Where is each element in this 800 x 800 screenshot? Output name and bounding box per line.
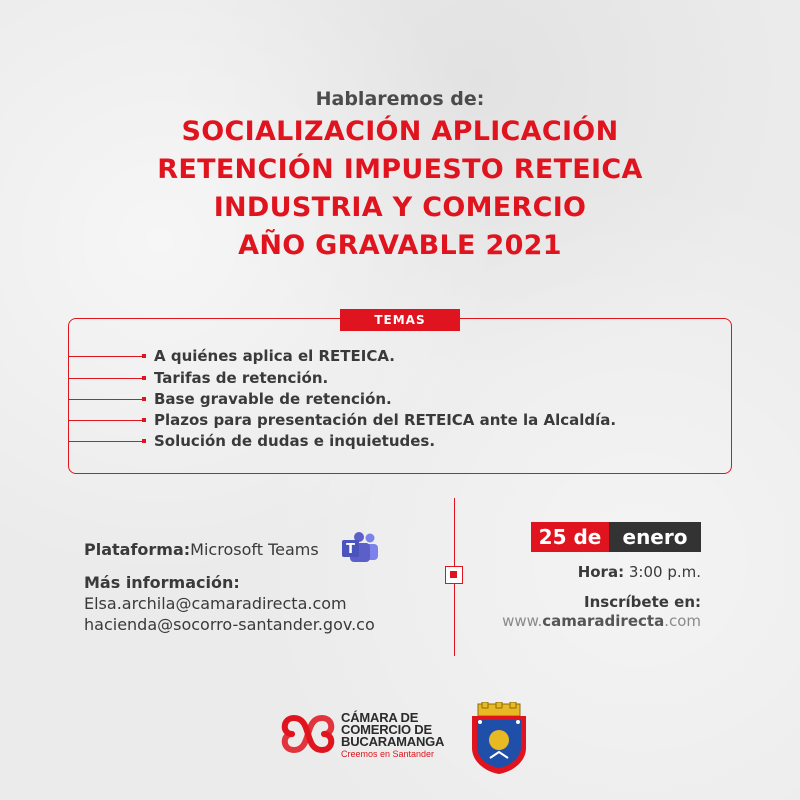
time-value: 3:00 p.m. — [628, 563, 701, 581]
svg-text:T: T — [346, 542, 355, 557]
date-month-badge: enero — [609, 522, 701, 552]
title-line-1: SOCIALIZACIÓN APLICACIÓN — [181, 116, 619, 147]
bullet-icon — [142, 397, 146, 401]
more-info-label: Más información: — [84, 573, 240, 592]
divider-square-icon — [445, 566, 463, 584]
camara-comercio-logo: CÁMARA DE COMERCIO DE BUCARAMANGA Creemos en Santander — [341, 710, 445, 759]
bullet-icon — [142, 376, 146, 380]
title-line-4: AÑO GRAVABLE 2021 — [238, 230, 562, 261]
municipal-shield-icon — [468, 702, 530, 776]
platform-row — [84, 540, 319, 559]
email-link-1[interactable]: Elsa.archila@camaradirecta.com — [84, 594, 347, 613]
topic-item: A quiénes aplica el RETEICA. — [154, 347, 395, 365]
topic-item: Tarifas de retención. — [154, 369, 329, 387]
email-link-2[interactable]: hacienda@socorro-santander.gov.co — [84, 615, 375, 634]
date-day-badge: 25 de — [531, 522, 609, 552]
platform-value: Microsoft Teams — [190, 540, 319, 559]
bullet-icon — [142, 439, 146, 443]
signup-url-link[interactable]: www.camaradirecta.com — [502, 612, 701, 630]
microsoft-teams-icon — [342, 532, 380, 564]
signup-label: Inscríbete en: — [584, 593, 701, 611]
title-line-3: INDUSTRIA Y COMERCIO — [213, 192, 587, 223]
topic-connector — [68, 378, 144, 379]
topic-connector — [68, 356, 144, 357]
bullet-icon — [142, 354, 146, 358]
platform-label: Plataforma: — [84, 540, 191, 559]
time-label: Hora: — [577, 563, 625, 581]
intro-heading: Hablaremos de: — [315, 88, 485, 110]
camara-comercio-logo-icon — [278, 708, 338, 762]
bullet-icon — [142, 418, 146, 422]
topic-item: Base gravable de retención. — [154, 390, 392, 408]
title-line-2: RETENCIÓN IMPUESTO RETEICA — [157, 154, 643, 185]
time-row — [578, 563, 701, 581]
topic-connector — [68, 420, 144, 421]
topics-badge: TEMAS — [340, 309, 460, 331]
topic-item: Solución de dudas e inquietudes. — [154, 432, 436, 450]
topic-connector — [68, 441, 144, 442]
topic-item: Plazos para presentación del RETEICA ante la Alcaldía. — [154, 411, 617, 429]
topic-connector — [68, 399, 144, 400]
